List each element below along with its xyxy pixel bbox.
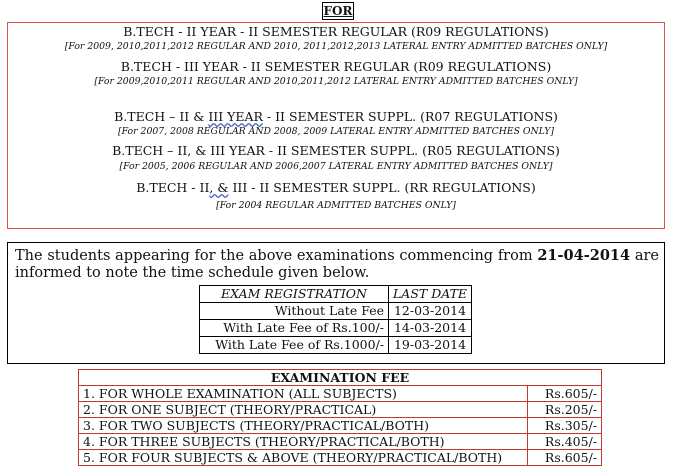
course-note-1: [For 2009, 2010,2011,2012 REGULAR AND 2010, 2011,2012,2013 LATERAL ENTRY ADMITTED BATCHES ONLY] xyxy=(64,41,608,52)
course-note-5: [For 2004 REGULAR ADMITTED BATCHES ONLY] xyxy=(216,200,456,211)
fee-amount: Rs.605/- xyxy=(528,450,602,466)
notice-date: 21-04-2014 xyxy=(537,247,631,264)
course-title-3 xyxy=(8,109,664,124)
course-note-3: [For 2007, 2008 REGULAR AND 2008, 2009 LATERAL ENTRY ADMITTED BATCHES ONLY] xyxy=(117,126,555,137)
table-row xyxy=(79,386,602,402)
fee-amount: Rs.605/- xyxy=(528,386,602,402)
course-title-5-b: , & xyxy=(209,180,229,195)
course-note-4: [For 2005, 2006 REGULAR AND 2006,2007 LATERAL ENTRY ADMITTED BATCHES ONLY] xyxy=(119,161,553,172)
course-title-5 xyxy=(8,180,664,195)
fee-label: 4. FOR THREE SUBJECTS (THEORY/PRACTICAL/BOTH) xyxy=(79,434,528,450)
table-row xyxy=(200,303,472,320)
table-row xyxy=(79,434,602,450)
schedule-table xyxy=(199,285,472,354)
fee-header: EXAMINATION FEE xyxy=(79,370,602,386)
fee-amount: Rs.205/- xyxy=(528,402,602,418)
table-row xyxy=(79,450,602,466)
schedule-date: 12-03-2014 xyxy=(389,303,472,320)
schedule-date: 14-03-2014 xyxy=(389,320,472,337)
notice-text-after: are informed to note the time schedule given below. xyxy=(15,248,659,281)
schedule-header-registration: EXAM REGISTRATION xyxy=(200,286,389,303)
fee-label: 2. FOR ONE SUBJECT (THEORY/PRACTICAL) xyxy=(79,402,528,418)
courses-box xyxy=(7,22,665,229)
course-title-3-c: - II SEMESTER SUPPL. (R07 REGULATIONS) xyxy=(262,109,558,124)
fee-amount: Rs.305/- xyxy=(528,418,602,434)
fee-label: 5. FOR FOUR SUBJECTS & ABOVE (THEORY/PRACTICAL/BOTH) xyxy=(79,450,528,466)
schedule-header-row xyxy=(200,286,472,303)
schedule-box xyxy=(7,242,665,364)
fee-label: 3. FOR TWO SUBJECTS (THEORY/PRACTICAL/BOTH) xyxy=(79,418,528,434)
course-title-5-c: III - II SEMESTER SUPPL. (RR REGULATIONS) xyxy=(228,180,536,195)
notice-text-before: The students appearing for the above examinations commencing from xyxy=(15,248,538,264)
table-row xyxy=(79,418,602,434)
schedule-label: With Late Fee of Rs.100/- xyxy=(200,320,389,337)
table-row xyxy=(79,402,602,418)
schedule-header-last-date: LAST DATE xyxy=(389,286,472,303)
course-title-3-b: III YEAR xyxy=(208,109,263,124)
course-title-1: B.TECH - II YEAR - II SEMESTER REGULAR (R09 REGULATIONS) xyxy=(123,24,549,39)
course-title-5-a: B.TECH - II xyxy=(136,180,210,195)
notice-paragraph xyxy=(15,247,659,282)
schedule-date: 19-03-2014 xyxy=(389,337,472,354)
for-heading: FOR xyxy=(323,4,353,18)
fee-header-row xyxy=(79,370,602,386)
fee-table xyxy=(78,369,602,466)
fee-label: 1. FOR WHOLE EXAMINATION (ALL SUBJECTS) xyxy=(79,386,528,402)
table-row xyxy=(200,320,472,337)
table-row xyxy=(200,337,472,354)
schedule-label: With Late Fee of Rs.1000/- xyxy=(200,337,389,354)
course-note-2: [For 2009,2010,2011 REGULAR AND 2010,2011,2012 LATERAL ENTRY ADMITTED BATCHES ONLY] xyxy=(94,76,578,87)
fee-amount: Rs.405/- xyxy=(528,434,602,450)
course-title-3-a: B.TECH – II & xyxy=(114,109,209,124)
course-title-4: B.TECH – II, & III YEAR - II SEMESTER SUPPL. (R05 REGULATIONS) xyxy=(112,143,560,158)
course-title-2: B.TECH - III YEAR - II SEMESTER REGULAR (R09 REGULATIONS) xyxy=(120,59,552,74)
schedule-label: Without Late Fee xyxy=(200,303,389,320)
